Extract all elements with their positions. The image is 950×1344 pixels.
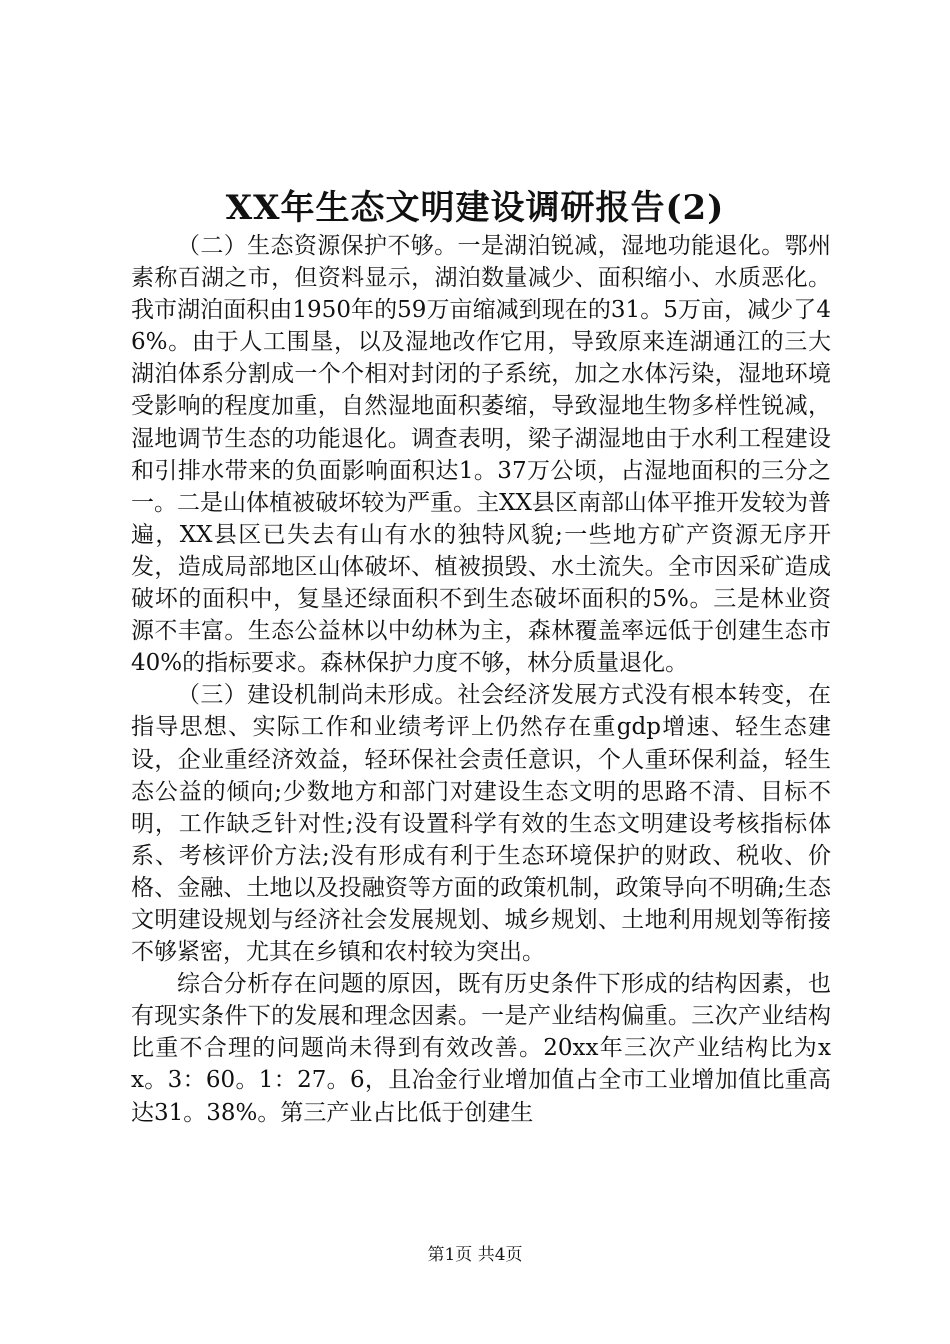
paragraph-cause-analysis: 综合分析存在问题的原因，既有历史条件下形成的结构因素，也有现实条件下的发展和理念因素。一是产业结构偏重。三次产业结构比重不合理的问题尚未得到有效改善。20xx年三次产业结构比为xx。3：60。1：27。6，且冶金行业增加值占全市工业增加值比重高达31。38%。第三产业占比低于创建生 — [131, 971, 831, 1126]
document-body — [131, 230, 831, 1129]
paragraph-mechanism: （三）建设机制尚未形成。社会经济发展方式没有根本转变，在指导思想、实际工作和业绩考评上仍然存在重gdp增速、轻生态建设，企业重经济效益，轻环保社会责任意识，个人重环保利益，轻生态公益的倾向;少数地方和部门对建设生态文明的思路不清、目标不明，工作缺乏针对性;没有设置科学有效的生态文明建设考核指标体系、考核评价方法;没有形成有利于生态环境保护的财政、税收、价格、金融、土地以及投融资等方面的政策机制，政策导向不明确;生态文明建设规划与经济社会发展规划、城乡规划、土地利用规划等衔接不够紧密，尤其在乡镇和农村较为突出。 — [131, 682, 831, 966]
page-number-footer: 第1页 共4页 — [427, 1245, 523, 1265]
paragraph-resource-protection: （二）生态资源保护不够。一是湖泊锐减，湿地功能退化。鄂州素称百湖之市，但资料显示，湖泊数量减少、面积缩小、水质恶化。我市湖泊面积由1950年的59万亩缩减到现在的31。5万亩，减少了46%。由于人工围垦，以及湿地改作它用，导致原来连湖通江的三大湖泊体系分割成一个个相对封闭的子系统，加之水体污染，湿地环境受影响的程度加重，自然湿地面积萎缩，导致湿地生物多样性锐减，湿地调节生态的功能退化。调查表明，梁子湖湿地由于水利工程建设和引排水带来的负面影响面积达1。37万公顷，占湿地面积的三分之一。二是山体植被破坏较为严重。主XX县区南部山体平推开发较为普遍，XX县区已失去有山有水的独特风貌;一些地方矿产资源无序开发，造成局部地区山体破坏、植被损毁、水土流失。全市因采矿造成破坏的面积中，复垦还绿面积不到生态破坏面积的5%。三是林业资源不丰富。生态公益林以中幼林为主，森林覆盖率远低于创建生态市40%的指标要求。森林保护力度不够，林分质量退化。 — [131, 233, 831, 677]
document-title: XX年生态文明建设调研报告(2) — [225, 188, 725, 228]
